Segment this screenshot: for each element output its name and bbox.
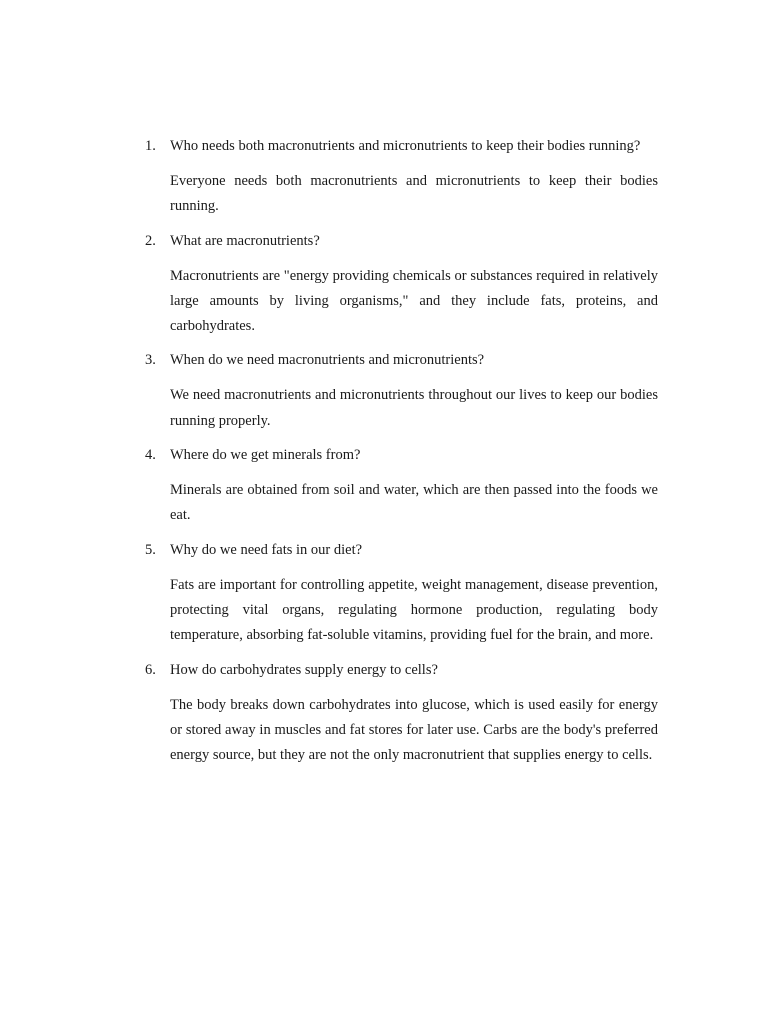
- question-text: Where do we get minerals from?: [170, 447, 361, 464]
- answer-text: The body breaks down carbohydrates into glucose, which is used easily for energy or stored away in muscles and fat stores for later use. Carbs are the body's preferred energy source, but they are not the only macronutrient that supplies energy to cells.: [170, 696, 658, 764]
- answer-text: Everyone needs both macronutrients and micronutrients to keep their bodies running.: [170, 173, 658, 215]
- qa-item-3: [145, 348, 658, 434]
- answer-text: Minerals are obtained from soil and water, which are then passed into the foods we eat.: [170, 482, 658, 524]
- question-text: When do we need macronutrients and micronutrients?: [170, 352, 485, 369]
- qa-item-2: [145, 229, 658, 340]
- question-text: Why do we need fats in our diet?: [170, 541, 363, 558]
- answer-text: We need macronutrients and micronutrients throughout our lives to keep our bodies running properly.: [170, 387, 658, 429]
- answer-text: Fats are important for controlling appetite, weight management, disease prevention, protecting vital organs, regulating hormone production, regulating body temperature, absorbing fat-soluble vitamins, providing fuel for the brain, and more.: [170, 576, 658, 644]
- item-number: 1.: [145, 138, 156, 154]
- answer-text: Macronutrients are "energy providing chemicals or substances required in relatively large amounts by living organisms," and they include fats, proteins, and carbohydrates.: [170, 267, 658, 335]
- item-number: 6.: [145, 661, 156, 678]
- qa-item-6: [145, 658, 658, 769]
- item-number: 4.: [145, 447, 156, 464]
- question-text: What are macronutrients?: [170, 232, 320, 249]
- question-text: How do carbohydrates supply energy to cells?: [170, 661, 438, 678]
- question-text: Who needs both macronutrients and micronutrients to keep their bodies running?: [170, 138, 641, 154]
- question-answer-list: [145, 134, 658, 777]
- qa-item-4: [145, 443, 658, 529]
- item-number: 5.: [145, 541, 156, 558]
- qa-item-5: [145, 538, 658, 649]
- qa-item-1: [145, 134, 658, 220]
- item-number: 3.: [145, 352, 156, 369]
- item-number: 2.: [145, 232, 156, 249]
